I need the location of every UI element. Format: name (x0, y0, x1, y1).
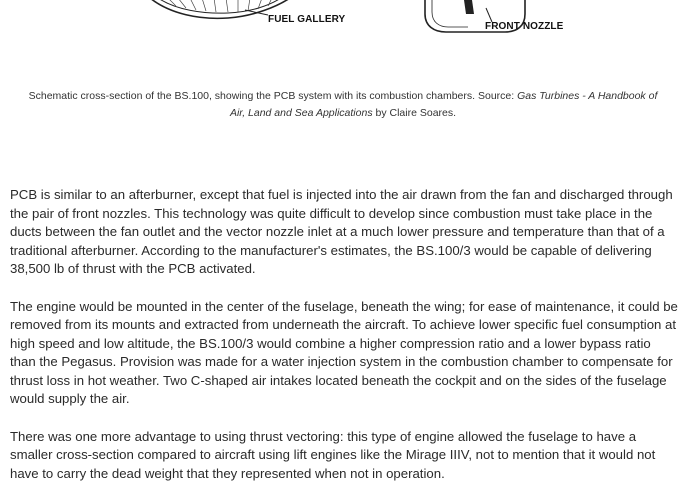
caption-author: by Claire Soares. (375, 107, 457, 119)
caption-source-title-1: Gas Turbines - A Handbook of (517, 90, 658, 102)
fuel-gallery-label: FUEL GALLERY (268, 14, 346, 25)
front-nozzle-label: FRONT NOZZLE (485, 21, 564, 32)
schematic-figure (0, 0, 686, 88)
caption-line-1 (0, 88, 686, 105)
caption-text: Schematic cross-section of the BS.100, showing the PCB system with its combustion chambers. Source: (28, 90, 515, 102)
article-paragraph: The engine would be mounted in the center of the fuselage, beneath the wing; for ease of maintenance, it could be removed from its mounts and extracted from underneath the aircraft. To achieve lower specific fuel consumption at high speed and low altitude, the BS.100/3 would combine a higher compression ratio and a lower bypass ratio than the Pegasus. Provision was made for a water injection system in the combustion chamber to compensate for thrust loss in hot weather. Two C-shaped air intakes located beneath the cockpit and on the sides of the fuselage would supply the air. (10, 298, 678, 406)
caption-source-title-2: Air, Land and Sea Applications (229, 107, 373, 119)
article-paragraph: There was one more advantage to using thrust vectoring: this type of engine allowed the fuselage to have a smaller cross-section compared to aircraft using lift engines like the Mirage IIIV, not to mention that it would not have to carry the dead weight that they represented when not in operation. (10, 428, 656, 481)
caption-line-2 (0, 105, 686, 122)
article-body (10, 186, 678, 502)
article-paragraph: PCB is similar to an afterburner, except that fuel is injected into the air drawn from the fan and discharged through the pair of front nozzles. This technology was quite difficult to develop since combustion must take place in the ducts between the fan outlet and the vector nozzle inlet at a much lower pressure and temperature than that of a traditional afterburner. According to the manufacturer's estimates, the BS.100/3 would be capable of delivering 38,500 lb of thrust with the PCB activated. (10, 187, 673, 276)
figure-caption (0, 88, 686, 122)
